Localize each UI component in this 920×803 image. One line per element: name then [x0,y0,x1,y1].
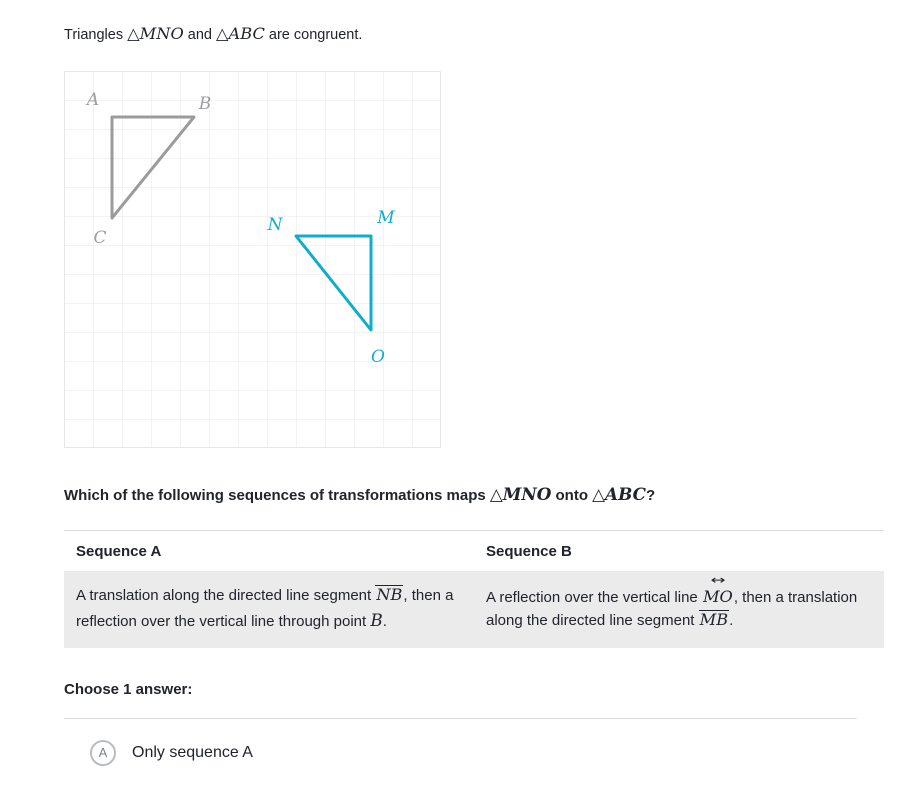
sequence-b-cell [474,571,884,648]
intro-part3: are congruent. [264,27,363,43]
coordinate-grid [64,71,441,448]
answer-option-a[interactable] [64,740,884,766]
option-a-letter: A [98,745,108,760]
segment-MB: MB [699,610,729,630]
vertex-label-M: M [377,208,395,228]
seq-b-part1: A reflection over the vertical line [486,589,702,606]
divider [64,718,857,719]
line-MO [702,573,734,609]
vertex-label-O: O [371,347,385,367]
table-header-sequence-b: Sequence B [486,543,572,560]
left-right-arrow-icon: ↔ [710,573,726,588]
sequences-table-header [64,531,884,571]
question-part2: onto [551,487,593,504]
math-triangle-mno: △MNO [127,24,184,43]
seq-a-part2: , then a reflection over the vertical line through point [76,587,454,631]
seq-b-part3: . [729,612,734,630]
seq-a-part3: . [382,613,387,631]
intro-part2: and [183,27,217,43]
line-MO-letters: MO [702,587,733,606]
grid-background [64,71,441,448]
vertex-label-A: A [86,90,100,110]
question-math-abc: △ABC [592,484,646,504]
seq-a-part1: A translation along the directed line segment [76,587,376,604]
sequences-table-body [64,571,884,648]
intro-part1: Triangles [64,27,128,43]
question-text [64,484,884,504]
radio-button-a[interactable] [90,740,116,766]
seq-b-part2: , then a translation along the directed line segment [486,589,858,630]
sequences-table [64,530,884,648]
vertex-label-B: B [198,94,212,114]
segment-NB: NB [376,585,403,604]
intro-text [64,24,884,43]
option-a-label: Only sequence A [132,743,253,761]
question-math-mno: △MNO [489,484,552,504]
choose-answer-label: Choose 1 answer: [64,680,193,698]
question-part1: Which of the following sequences of transformations maps [64,487,490,504]
table-header-sequence-a: Sequence A [76,543,162,560]
vertex-label-N: N [267,215,283,235]
math-triangle-abc: △ABC [216,24,265,43]
point-B: B [370,610,383,631]
question-part3: ? [645,487,656,504]
sequence-a-cell [64,571,474,648]
vertex-label-C: C [93,228,107,248]
